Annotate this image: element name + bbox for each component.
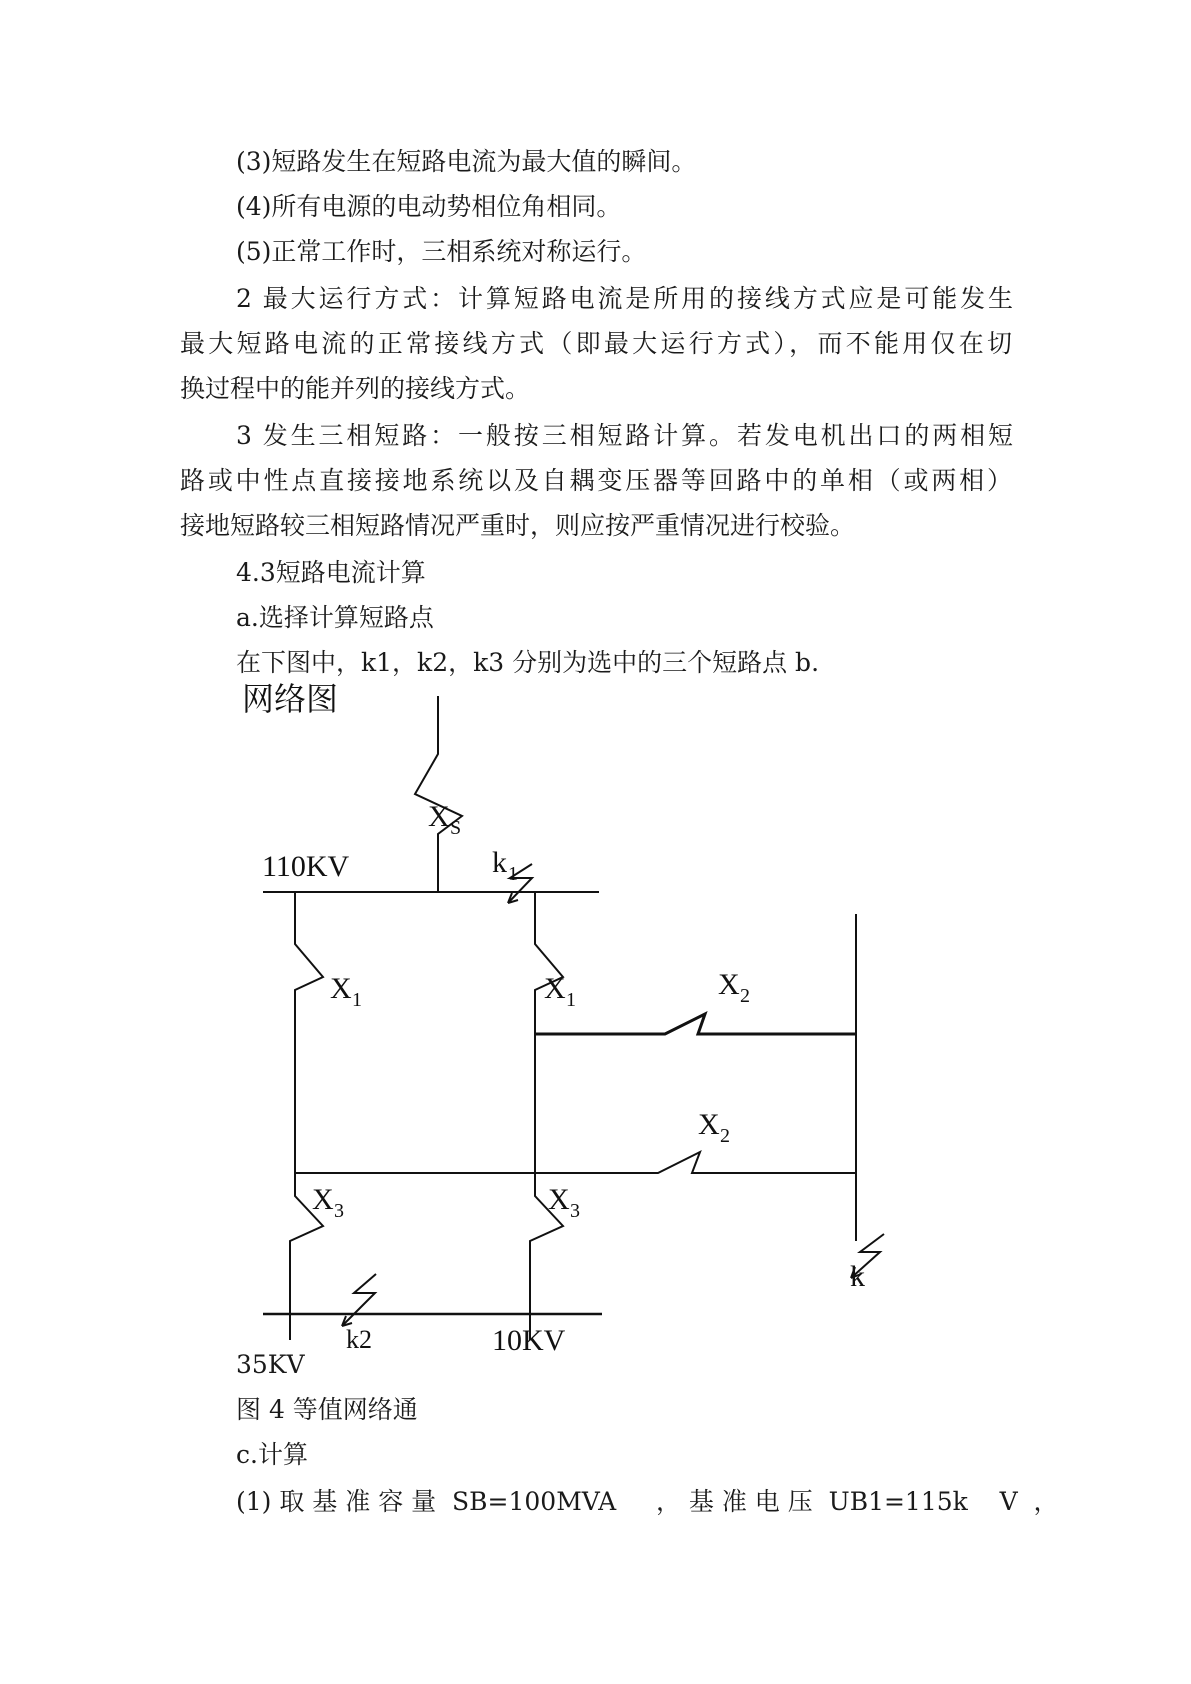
label-x3-left: X: [312, 1183, 334, 1216]
paragraph-base-values: (1) 取 基 准 容 量 SB=100MVA ， 基 准 电 压 UB1=115k V ，: [236, 1487, 1059, 1516]
label-k1-sub: 1: [508, 863, 518, 885]
label-x2-mid: X: [698, 1108, 720, 1141]
paragraph-max-operation-line1: 2 最大运行方式：计算短路电流是所用的接线方式应是可能发生: [236, 284, 1013, 313]
right-branch: [530, 892, 563, 1340]
section-heading-4-3: 4.3短路电流计算: [236, 558, 426, 587]
paragraph-assumption-5: (5)正常工作时，三相系统对称运行。: [236, 237, 647, 266]
label-10kv-cut: 10KV: [492, 1324, 566, 1357]
x2-mid-line: [295, 1152, 856, 1173]
equivalent-network-diagram: [230, 681, 970, 1357]
label-x1-right-sub: 1: [566, 989, 576, 1011]
label-xs-sub: S: [450, 817, 462, 839]
label-x1-left: X: [330, 972, 352, 1005]
label-x2-top-sub: 2: [740, 985, 750, 1007]
paragraph-three-phase-line1: 3 发生三相短路：一般按三相短路计算。若发电机出口的两相短: [236, 421, 1013, 450]
label-x2-mid-sub: 2: [720, 1125, 730, 1147]
subsection-a: a.选择计算短路点: [236, 603, 434, 632]
paragraph-three-phase-line3: 接地短路较三相短路情况严重时，则应按严重情况进行校验。: [180, 511, 856, 540]
left-branch: [290, 892, 323, 1340]
figure-caption: 图 4 等值网络通: [236, 1395, 418, 1424]
label-xs: X: [428, 800, 450, 833]
label-k1: k: [492, 846, 507, 879]
diagram-header-cut: 网络图: [242, 681, 339, 717]
label-x3-left-sub: 3: [334, 1200, 344, 1222]
paragraph-assumption-4: (4)所有电源的电动势相位角相同。: [236, 192, 622, 221]
label-x3-right-sub: 3: [570, 1200, 580, 1222]
paragraph-max-operation-line3: 换过程中的能并列的接线方式。: [180, 374, 531, 403]
label-x2-top: X: [718, 968, 740, 1001]
label-k2-cut: k2: [346, 1325, 372, 1354]
label-35kv: 35KV: [236, 1350, 305, 1379]
paragraph-three-phase-line2: 路或中性点直接接地系统以及自耦变压器等回路中的单相（或两相）: [180, 466, 1012, 495]
label-x1-left-sub: 1: [352, 989, 362, 1011]
label-110kv: 110KV: [262, 850, 350, 883]
subsection-c: c.计算: [236, 1440, 308, 1469]
network-svg: [230, 681, 970, 1357]
k2-fault-symbol: [342, 1274, 376, 1326]
xs-reactance-line: [415, 696, 462, 892]
paragraph-short-circuit-points: 在下图中，k1，k2，k3 分别为选中的三个短路点 b.: [236, 648, 820, 677]
label-x3-right: X: [548, 1183, 570, 1216]
paragraph-assumption-3: (3)短路发生在短路电流为最大值的瞬间。: [236, 147, 697, 176]
label-k: k: [850, 1260, 865, 1293]
paragraph-max-operation-line2: 最大短路电流的正常接线方式（即最大运行方式），而不能用仅在切: [180, 329, 1012, 358]
label-x1-right: X: [544, 972, 566, 1005]
x2-top-line: [535, 1014, 856, 1034]
